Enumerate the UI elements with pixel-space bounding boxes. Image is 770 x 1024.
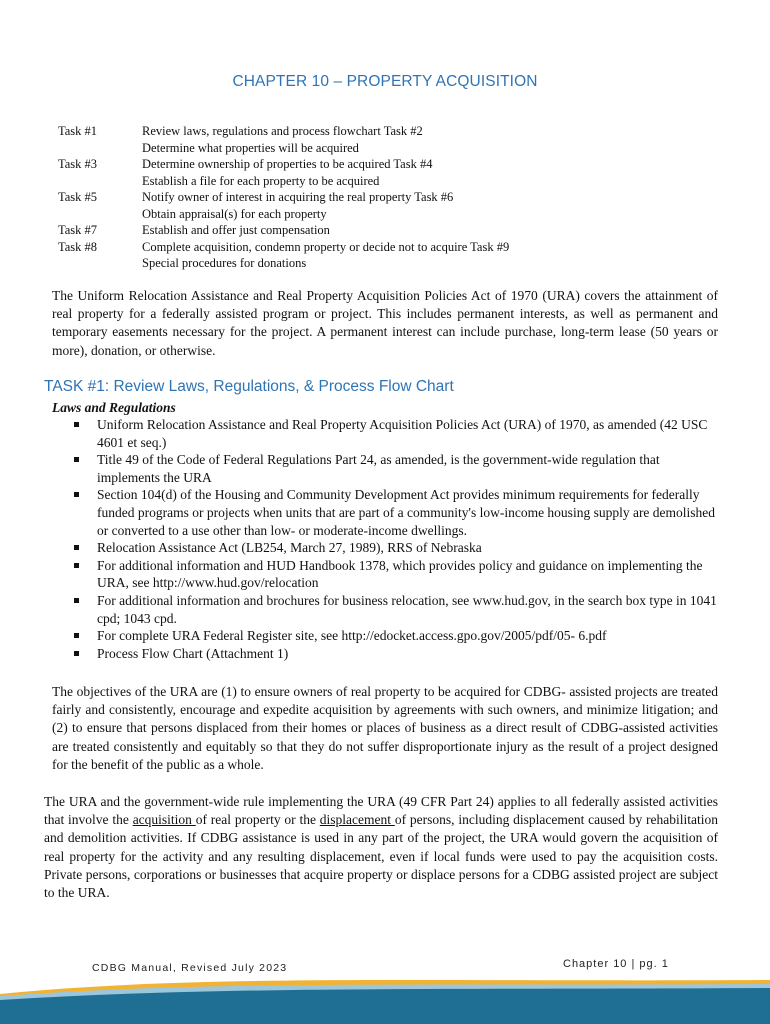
task-line: Determine what properties will be acquired (142, 140, 359, 155)
ura-text: of real property or the (195, 812, 320, 828)
task-line: Obtain appraisal(s) for each property (142, 206, 327, 221)
displacement-term: displacement (319, 812, 395, 828)
list-item (74, 486, 720, 539)
acquisition-term: acquisition (132, 812, 196, 828)
footer-page-number: Chapter 10 | pg. 1 (563, 958, 669, 970)
task-line: Review laws, regulations and process flowchart Task #2 (142, 124, 423, 138)
list-item-text: Relocation Assistance Act (LB254, March 27, 1989), RRS of Nebraska (97, 540, 482, 556)
list-item-text: For additional information and brochures for business relocation, see www.hud.gov, in the search box type in 1041 cpd; 1043 cpd. (97, 592, 717, 626)
task-line: Notify owner of interest in acquiring the real property Task #6 (142, 190, 454, 204)
task-label: Task #1 (58, 124, 98, 138)
list-item (74, 416, 720, 451)
task-label: Task #5 (58, 190, 98, 204)
square-bullet-icon (74, 545, 79, 550)
task-line: Special procedures for donations (142, 256, 307, 270)
laws-heading: Laws and Regulations (52, 400, 176, 415)
square-bullet-icon (74, 457, 79, 462)
list-item-text: Uniform Relocation Assistance and Real Property Acquisition Policies Act (URA) of 1970, as amended (42 USC 4601 et seq.) (97, 417, 708, 450)
list-item (74, 592, 720, 627)
square-bullet-icon (74, 633, 79, 638)
list-item-text: For additional information and HUD Handbook 1378, which provides policy and guidance on implementing the URA, see http://www.hud.gov/relocation (97, 557, 703, 591)
ura-text: The URA and the government-wide rule implementing the URA (49 CFR Part 24) applies to all federally assisted activities that involve the (44, 794, 718, 828)
list-item-text: Section 104(d) of the Housing and Community Development Act provides minimum requirements for federally funded programs or projects when units that are part of a community's low-income housing supply are demolished or converted to a use other than low- or moderate-income dwellings. (97, 487, 716, 538)
list-item (74, 539, 720, 557)
square-bullet-icon (74, 422, 79, 427)
list-item-text: For complete URA Federal Register site, see http://edocket.access.gpo.gov/2005/pdf/05- 6.pdf (97, 628, 607, 644)
laws-list (74, 416, 720, 662)
square-bullet-icon (74, 598, 79, 603)
ura-text: of persons, including displacement caused by rehabilitation and demolition activities. If CDBG assistance is used in any part of the project, the URA would govern the acquisition of real property for the activity and any resulting displacement, even if local funds were used to pay the acquisition costs. Private persons, corporations or businesses that acquire property or displace persons for a CDBG assisted project are subject to the URA. (44, 812, 719, 901)
list-item (74, 557, 720, 592)
task-label: Task #3 (58, 157, 98, 171)
square-bullet-icon (74, 563, 79, 568)
task1-heading: TASK #1: Review Laws, Regulations, & Process Flow Chart (44, 378, 454, 395)
task-list (58, 123, 758, 272)
objectives-paragraph: The objectives of the URA are (1) to ensure owners of real property to be acquired for CDBG- assisted projects are treated fairly and consistently, encourage and expedite acquisition by agreements with such owners, and minimize litigation; and (2) to ensure that persons displaced from their homes or places of business as a direct result of CDBG-assisted activities are treated consistently and equitably so that they do not suffer disproportionate injury as the result of a project designed for the benefit of the public as a whole. (52, 684, 718, 772)
task-row (58, 189, 758, 222)
square-bullet-icon (74, 492, 79, 497)
task-label: Task #7 (58, 223, 98, 237)
task-row (58, 222, 758, 239)
intro-paragraph: The Uniform Relocation Assistance and Real Property Acquisition Policies Act of 1970 (URA) covers the attainment of real property for a federally assisted program or project. This includes permanent interests, as well as permanent and temporary easements necessary for the project. A permanent interest can include purchase, long-term lease (50 years or more), donation, or otherwise. (52, 288, 718, 358)
task-row (58, 156, 758, 189)
list-item (74, 627, 720, 645)
ura-paragraph (44, 793, 718, 902)
list-item-text: Process Flow Chart (Attachment 1) (97, 645, 289, 661)
list-item (74, 451, 720, 486)
task-row (58, 123, 758, 156)
square-bullet-icon (74, 651, 79, 656)
task-row (58, 239, 758, 272)
task-line: Establish and offer just compensation (142, 223, 330, 237)
chapter-title: CHAPTER 10 – PROPERTY ACQUISITION (232, 73, 538, 90)
task-line: Determine ownership of properties to be acquired Task #4 (142, 157, 433, 171)
task-line: Complete acquisition, condemn property or decide not to acquire Task #9 (142, 239, 510, 254)
list-item-text: Title 49 of the Code of Federal Regulations Part 24, as amended, is the government-wide regulation that implements the URA (97, 452, 660, 485)
task-line: Establish a file for each property to be acquired (142, 173, 380, 188)
task-label: Task #8 (58, 239, 98, 254)
list-item (74, 645, 720, 663)
footer-manual-title: CDBG Manual, Revised July 2023 (92, 962, 288, 974)
